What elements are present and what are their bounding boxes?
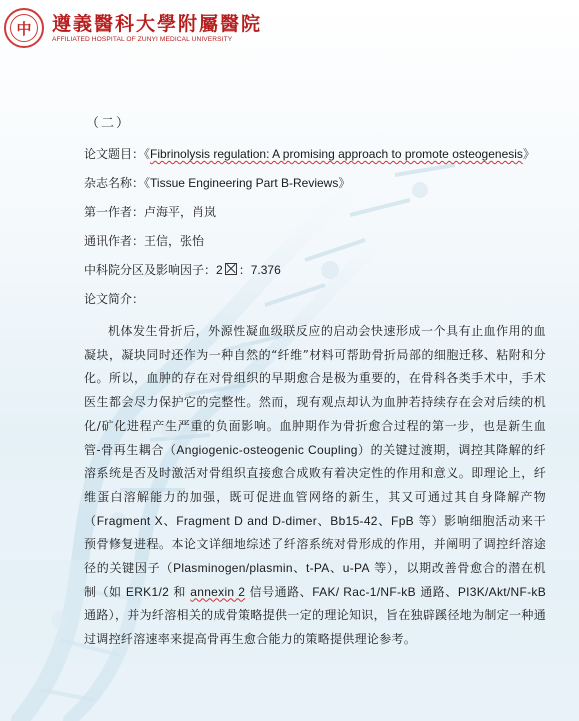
abstract-part-6: 信号通路、 (245, 584, 313, 599)
abstract-term-coupling: Angiogenic-osteogenic Coupling (176, 442, 358, 457)
journal-open: 《 (144, 176, 151, 190)
abstract-part-8: 通路），并为纤溶相关的成骨策略提供一定的理论知识，旨在独辟蹊径地为制定一种通过调控纤溶速率来提高骨再生愈合能力的策略提供理论参考。 (84, 608, 546, 647)
abstract-part-3: 等）影响细胞活动来干预骨修复进程。本论文详细地综述了纤溶系统对骨形成的作用，并阐明了调控纤溶途径的关键因子（ (84, 513, 546, 576)
abstract-part-5: 和 (169, 584, 191, 599)
impact-separator: ： (238, 263, 251, 277)
corresponding-label: 通讯作者： (84, 234, 145, 248)
abstract-term-annexin: annexin 2 (190, 584, 246, 599)
logo-glyph: 中 (16, 19, 32, 38)
abstract-part-2: ）的关键过渡期，调控其降解的纤溶系统是否及时激活对骨组织直接愈合成败有着决定性的作用和意义。即理论上，纤维蛋白溶解能力的加强，既可促进血管网络的新生，其又可通过其自身降解产物（ (84, 442, 546, 528)
paper-info (84, 112, 546, 652)
abstract-label: 论文简介： (84, 292, 145, 306)
journal-name: Tissue Engineering Part B-Reviews (150, 176, 339, 190)
abstract-term-pi3k: PI3K/Akt/NF-kB (457, 584, 547, 599)
abstract-label-row (84, 291, 546, 307)
title-close: 》 (522, 147, 535, 161)
abstract-part-1: 机体发生骨折后，外源性凝血级联反应的启动会快速形成一个具有止血作用的血凝块，凝块同时还作为一种自然的“纤维”材料可帮助骨折局部的细胞迁移、粘附和分化。所以，血肿的存在对骨组织的早期愈合是极为重要的，在骨科各类手术中，手术医生都会尽力保护它的完整性。然而，现有观点却认为血肿若持续存在会对后续的机化/矿化进程产生严重的负面影响。血肿期作为骨折愈合过程的第一步，也是新生血管-骨再生耦合（ (84, 324, 546, 457)
first-author-label: 第一作者： (84, 205, 145, 219)
broken-char-box-icon (225, 263, 237, 275)
hospital-header (4, 6, 262, 50)
title-row (84, 146, 546, 162)
abstract-term-factors: Plasminogen/plasmin、t-PA、u-PA (173, 561, 370, 576)
hospital-name-en: AFFILIATED HOSPITAL OF ZUNYI MEDICAL UNIVERSITY (52, 36, 233, 43)
abstract-term-fak: FAK/ Rac-1/NF-kB (312, 584, 416, 599)
impact-factor: 7.376 (250, 263, 281, 277)
section-number: （二） (86, 116, 132, 131)
abstract-term-fragments: Fragment X、Fragment D and D-dimer、Bb15-42、FpB (96, 513, 414, 528)
corresponding-author-row (84, 233, 546, 249)
hospital-logo (4, 8, 44, 48)
abstract-text (84, 320, 546, 652)
hospital-name (52, 13, 262, 43)
corresponding-author: 王信，张怡 (144, 234, 205, 248)
journal-row (84, 175, 546, 191)
journal-close: 》 (338, 176, 351, 190)
title-label: 论文题目： (84, 147, 145, 161)
cas-zone: 2 (216, 263, 223, 277)
title-open: 《 (144, 147, 151, 161)
journal-label: 杂志名称： (84, 176, 145, 190)
cas-label: 中科院分区及影响因子： (84, 263, 217, 277)
abstract-part-4: 等），以期改善骨愈合的潜在机制（如 (84, 561, 546, 599)
first-author: 卢海平，肖岚 (144, 205, 217, 219)
paper-title: Fibrinolysis regulation: A promising approach to promote osteogenesis (150, 147, 523, 161)
hospital-name-cn: 遵義醫科大學附屬醫院 (52, 13, 263, 35)
cas-row (84, 262, 546, 278)
first-author-row (84, 204, 546, 220)
abstract-part-7: 通路、 (415, 584, 458, 599)
abstract-term-erk: ERK1/2 (125, 584, 170, 599)
